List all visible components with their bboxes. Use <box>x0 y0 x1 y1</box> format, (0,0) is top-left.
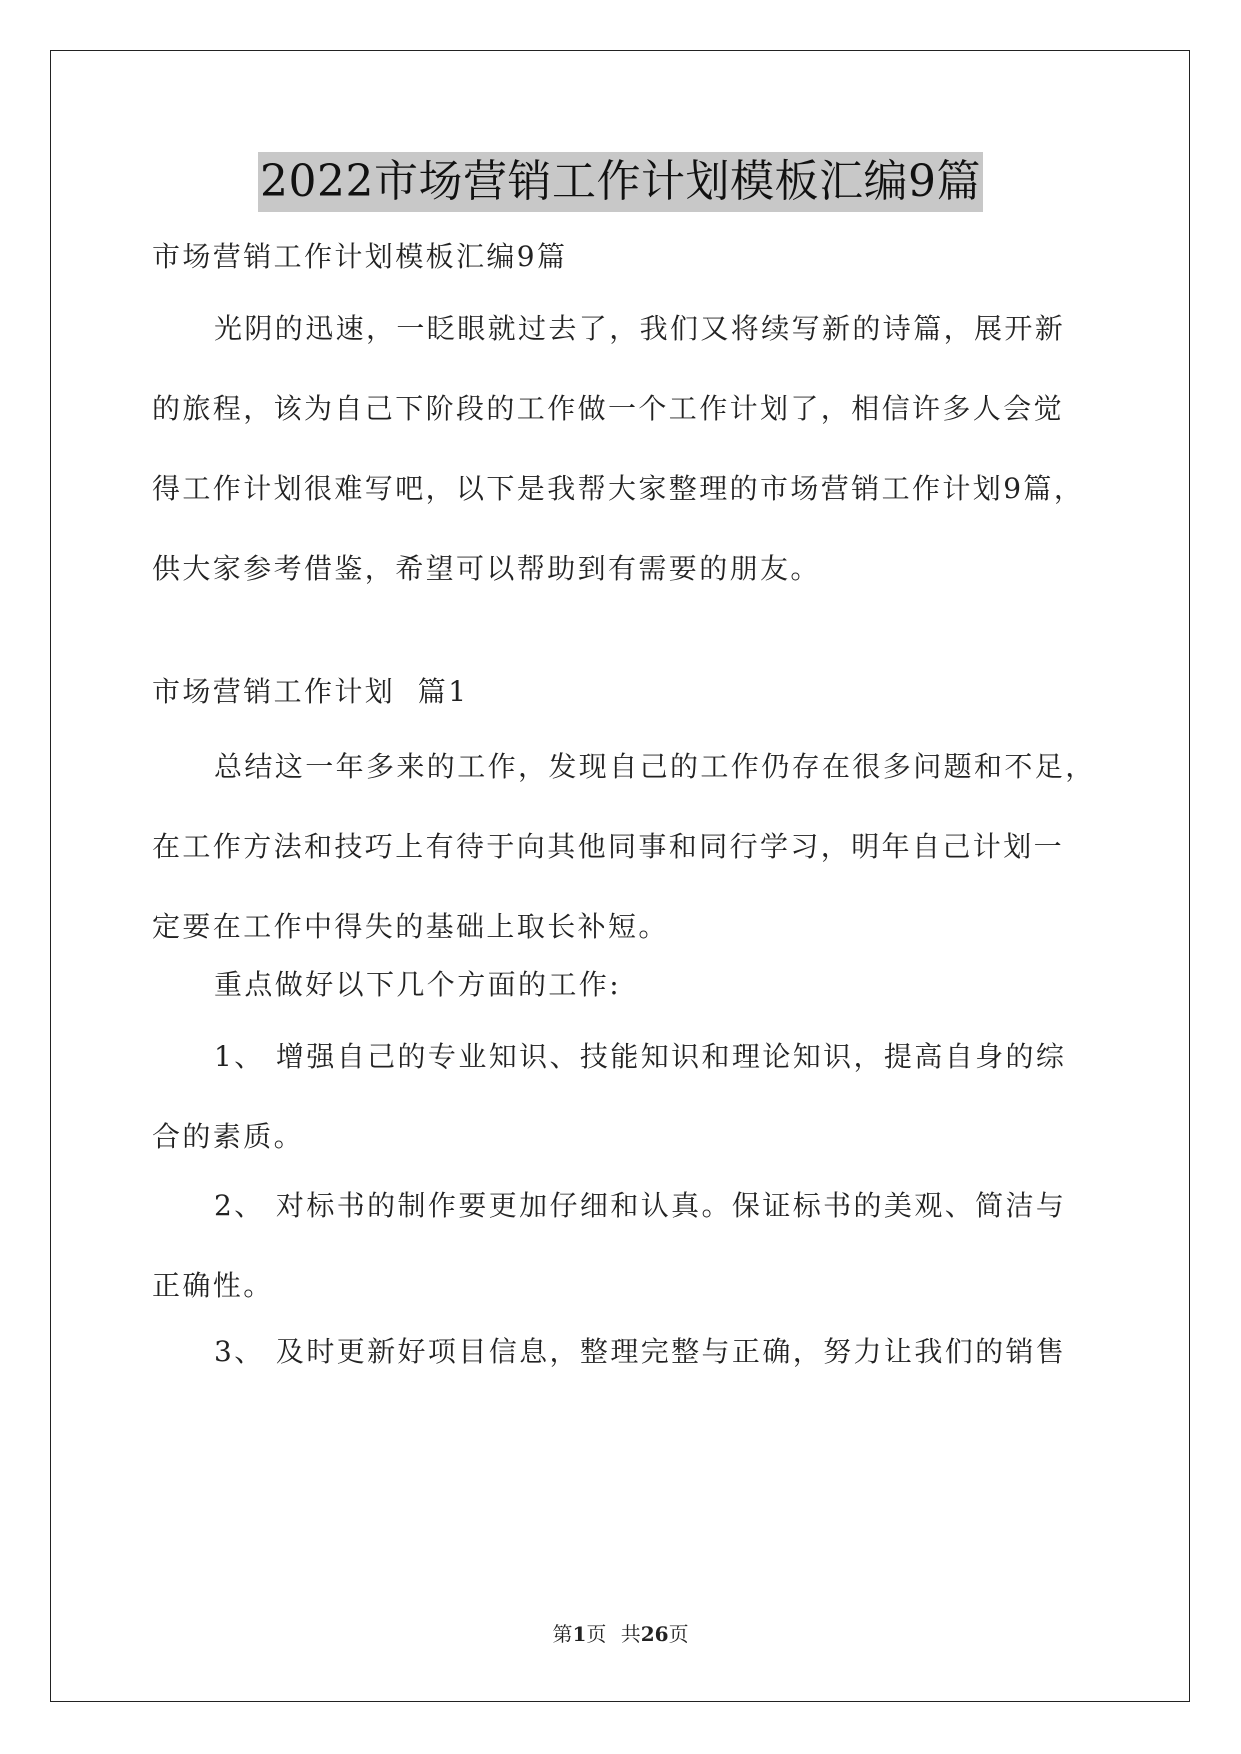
item1-line-2: 合的素质。 <box>152 1120 305 1153</box>
page-number: 1 <box>572 1622 587 1646</box>
item-1 <box>152 1017 1112 1177</box>
item-3 <box>152 1312 1112 1392</box>
total-pages: 26 <box>640 1622 669 1646</box>
page-label-prefix: 第 <box>552 1622 573 1646</box>
intro-line-2: 的旅程，该为自己下阶段的工作做一个工作计划了，相信许多人会觉 <box>152 392 1065 425</box>
item1-line-1: 1、 增强自己的专业知识、技能知识和理论知识，提高自身的综 <box>214 1040 1067 1073</box>
item3-line-1: 3、 及时更新好项目信息，整理完整与正确，努力让我们的销售 <box>214 1335 1067 1368</box>
subtitle-line: 市场营销工作计划模板汇编9篇 <box>152 240 568 273</box>
item2-line-1: 2、 对标书的制作要更加仔细和认真。保证标书的美观、简洁与 <box>214 1189 1067 1222</box>
section1-paragraph <box>152 727 1112 967</box>
focus-line: 重点做好以下几个方面的工作: <box>214 968 622 1001</box>
section1-line-2: 在工作方法和技巧上有待于向其他同事和同行学习，明年自己计划一 <box>152 830 1065 863</box>
item2-line-2: 正确性。 <box>152 1269 274 1302</box>
document-subtitle <box>152 217 1112 297</box>
section1-line-1: 总结这一年多来的工作，发现自己的工作仍存在很多问题和不足， <box>214 750 1096 783</box>
title-container <box>0 152 1241 212</box>
intro-line-4: 供大家参考借鉴，希望可以帮助到有需要的朋友。 <box>152 552 821 585</box>
page-label-suffix: 页 <box>586 1622 607 1646</box>
intro-line-3: 得工作计划很难写吧，以下是我帮大家整理的市场营销工作计划9篇， <box>152 472 1085 505</box>
document-title: 2022市场营销工作计划模板汇编9篇 <box>258 152 983 212</box>
intro-paragraph <box>152 289 1112 609</box>
intro-line-1: 光阴的迅速，一眨眼就过去了，我们又将续写新的诗篇，展开新 <box>214 312 1066 345</box>
total-prefix: 共 <box>620 1622 641 1646</box>
focus-paragraph <box>152 945 1112 1025</box>
page-footer <box>0 1618 1241 1647</box>
section1-line-3: 定要在工作中得失的基础上取长补短。 <box>152 910 669 943</box>
page-indicator <box>552 1622 606 1646</box>
section1-heading <box>152 652 1112 732</box>
section1-heading-text: 市场营销工作计划 篇1 <box>152 675 469 708</box>
total-pages-indicator <box>621 1622 689 1646</box>
item-2 <box>152 1166 1112 1326</box>
total-suffix: 页 <box>668 1622 689 1646</box>
